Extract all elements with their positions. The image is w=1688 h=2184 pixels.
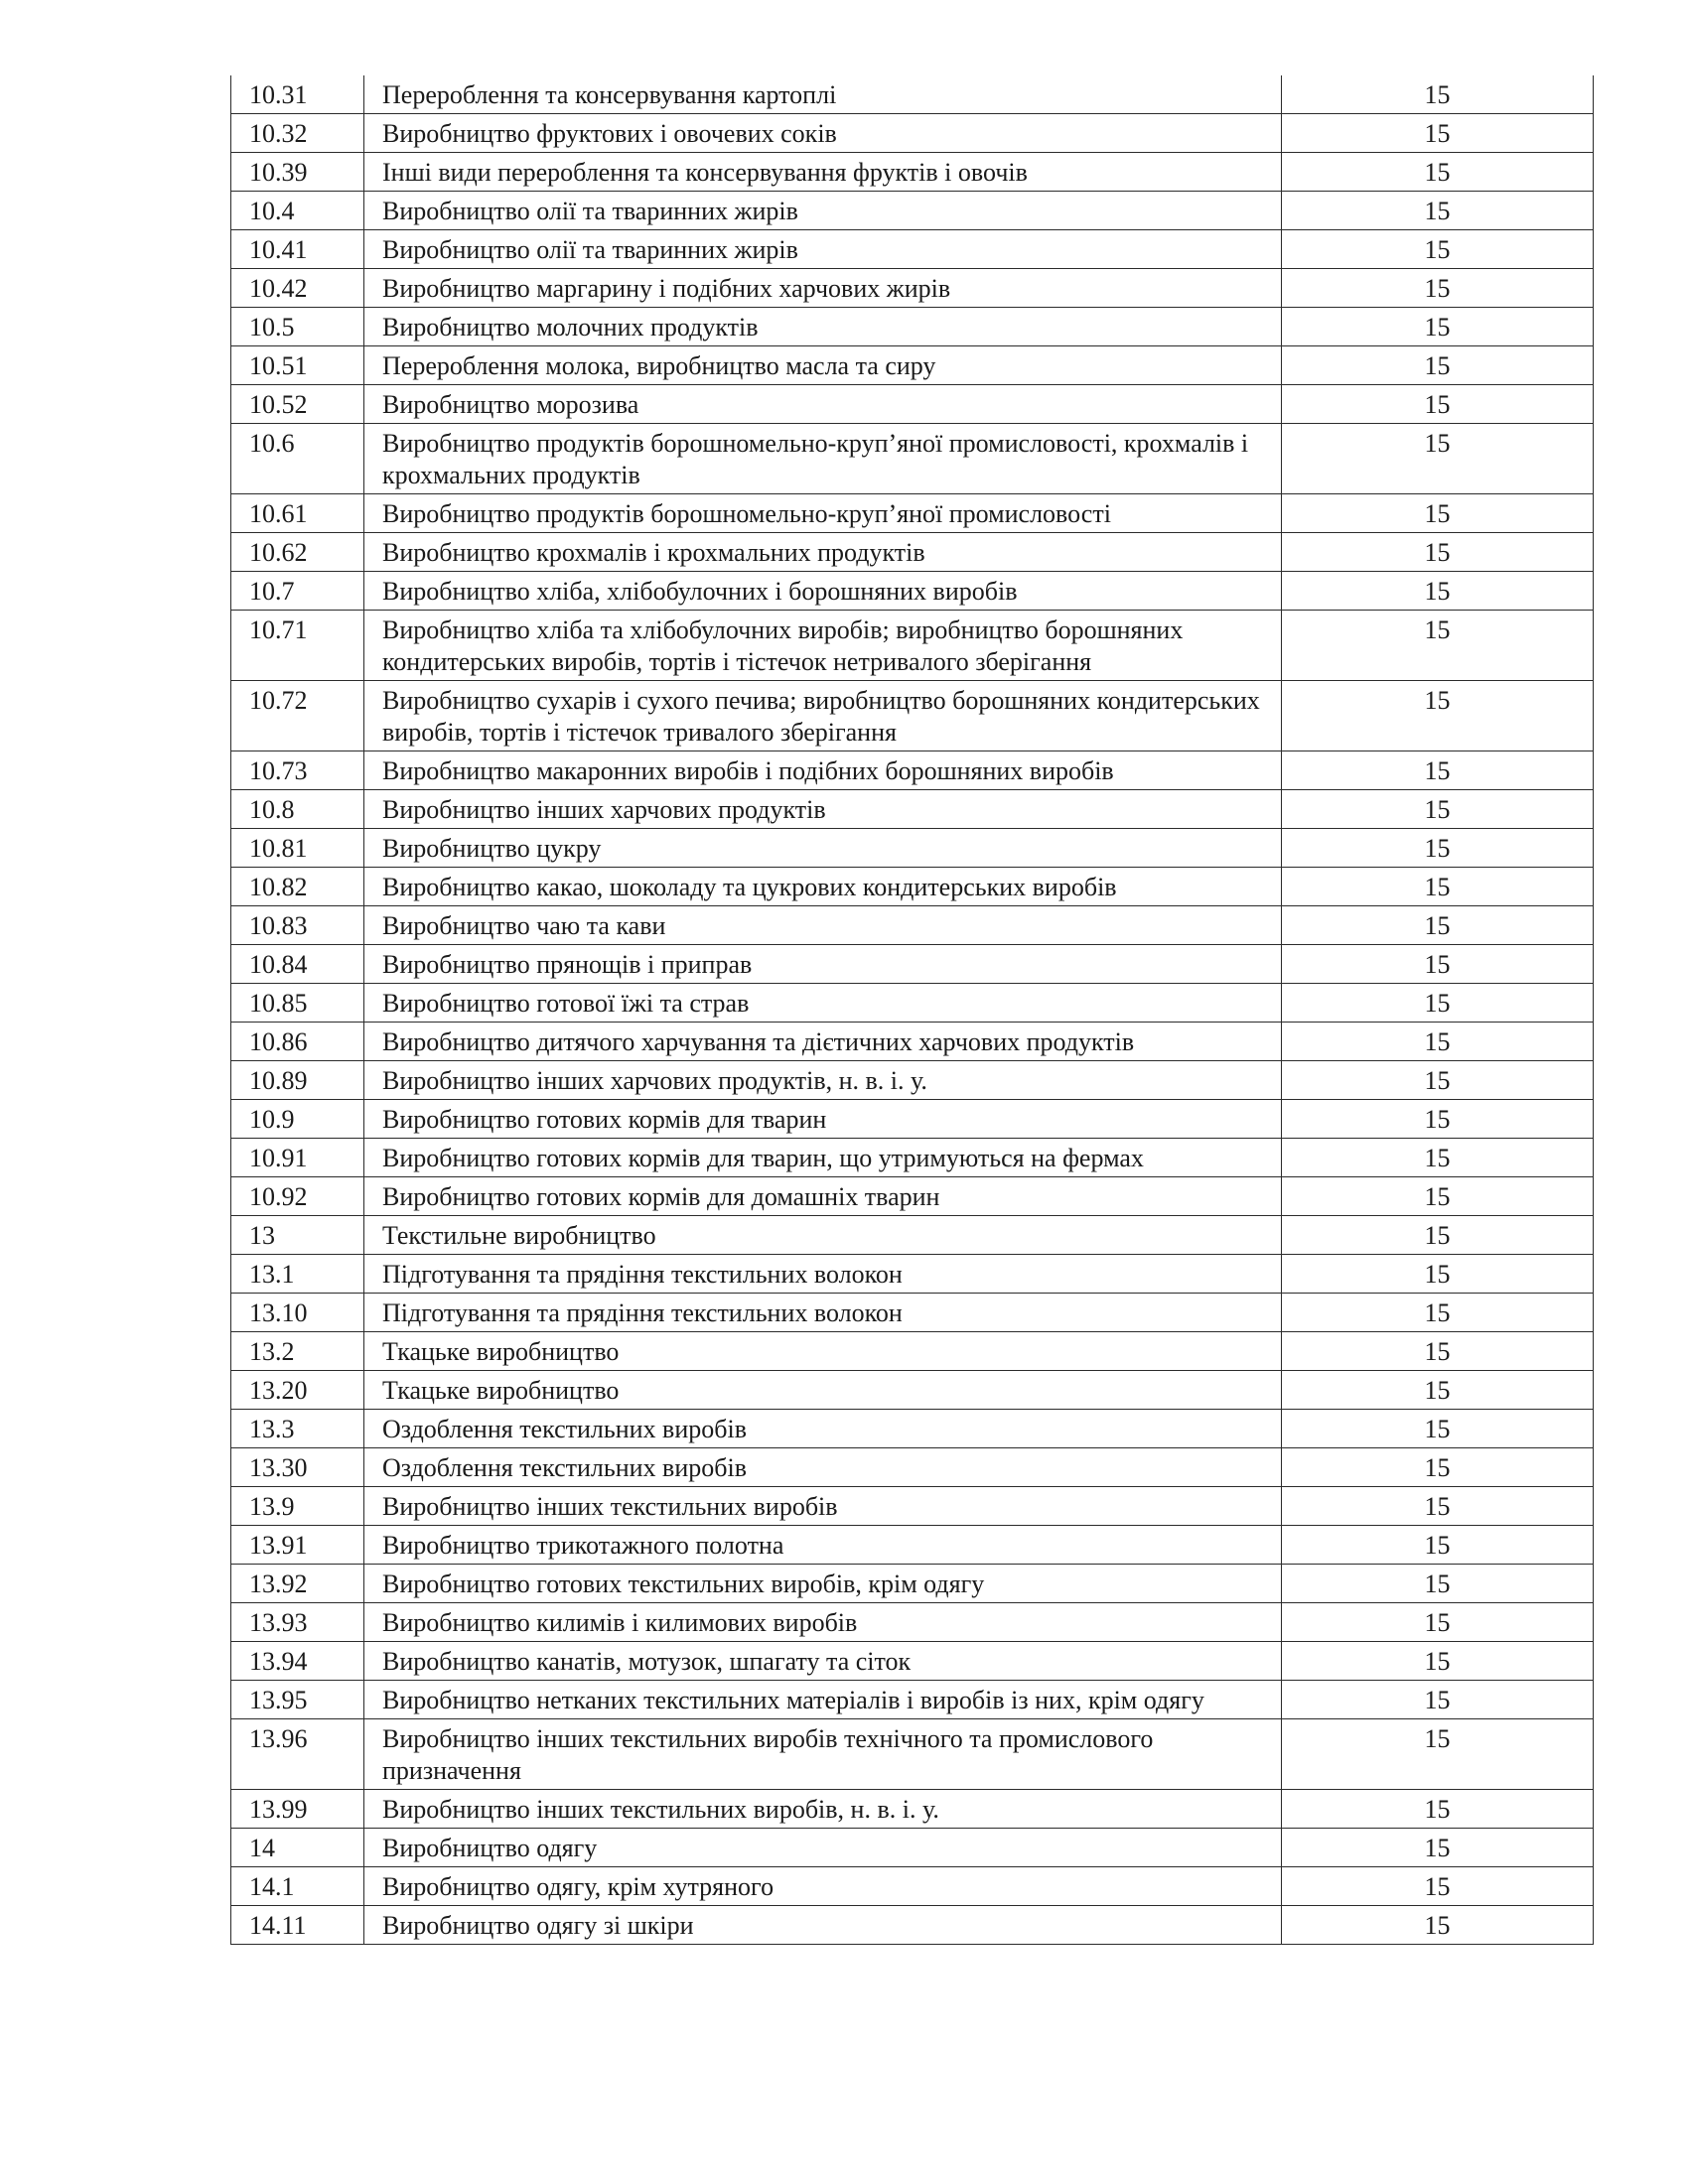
activity-name-cell: Виробництво готових кормів для домашніх тварин (364, 1177, 1282, 1216)
table-body (231, 75, 1594, 1945)
activity-code-cell: 13.3 (231, 1410, 364, 1448)
activity-code-cell: 13.91 (231, 1526, 364, 1565)
activity-code-cell: 13.2 (231, 1332, 364, 1371)
table-row (231, 1100, 1594, 1139)
table-row (231, 1332, 1594, 1371)
table-row (231, 1867, 1594, 1906)
activity-code-cell: 13.99 (231, 1790, 364, 1829)
activity-code-cell: 10.6 (231, 424, 364, 494)
activity-code-cell: 10.52 (231, 385, 364, 424)
rate-cell: 15 (1282, 1565, 1594, 1603)
rate-cell: 15 (1282, 346, 1594, 385)
table-row (231, 984, 1594, 1023)
activity-code-cell: 10.62 (231, 533, 364, 572)
activity-name-cell: Виробництво одягу (364, 1829, 1282, 1867)
table-row (231, 790, 1594, 829)
activity-code-cell: 10.61 (231, 494, 364, 533)
table-row (231, 1410, 1594, 1448)
activity-code-cell: 14 (231, 1829, 364, 1867)
rate-cell: 15 (1282, 1294, 1594, 1332)
activity-name-cell: Виробництво канатів, мотузок, шпагату та сіток (364, 1642, 1282, 1681)
activity-name-cell: Виробництво какао, шоколаду та цукрових кондитерських виробів (364, 868, 1282, 906)
rate-cell: 15 (1282, 1487, 1594, 1526)
rate-cell: 15 (1282, 385, 1594, 424)
table-row (231, 1603, 1594, 1642)
rate-cell: 15 (1282, 114, 1594, 153)
activity-code-cell: 10.91 (231, 1139, 364, 1177)
table-row (231, 75, 1594, 114)
table-row (231, 1255, 1594, 1294)
rate-cell: 15 (1282, 1448, 1594, 1487)
activity-code-cell: 10.83 (231, 906, 364, 945)
activity-code-cell: 13.10 (231, 1294, 364, 1332)
table-row (231, 308, 1594, 346)
table-row (231, 1216, 1594, 1255)
activity-code-cell: 10.89 (231, 1061, 364, 1100)
activity-code-cell: 10.4 (231, 192, 364, 230)
activity-name-cell: Підготування та прядіння текстильних волокон (364, 1294, 1282, 1332)
activity-name-cell: Виробництво одягу зі шкіри (364, 1906, 1282, 1945)
table-row (231, 346, 1594, 385)
activity-name-cell: Виробництво цукру (364, 829, 1282, 868)
activity-name-cell: Виробництво маргарину і подібних харчових жирів (364, 269, 1282, 308)
table-row (231, 1177, 1594, 1216)
activity-name-cell: Інші види перероблення та консервування фруктів і овочів (364, 153, 1282, 192)
table-row (231, 1681, 1594, 1719)
table-row (231, 494, 1594, 533)
activity-name-cell: Перероблення молока, виробництво масла та сиру (364, 346, 1282, 385)
activity-code-cell: 10.72 (231, 681, 364, 751)
activity-name-cell: Виробництво фруктових і овочевих соків (364, 114, 1282, 153)
activity-code-cell: 10.41 (231, 230, 364, 269)
table-row (231, 424, 1594, 494)
rate-cell: 15 (1282, 1139, 1594, 1177)
rate-cell: 15 (1282, 681, 1594, 751)
table-row (231, 1371, 1594, 1410)
activity-name-cell: Виробництво килимів і килимових виробів (364, 1603, 1282, 1642)
activity-name-cell: Текстильне виробництво (364, 1216, 1282, 1255)
activity-code-cell: 13.1 (231, 1255, 364, 1294)
rate-cell: 15 (1282, 1410, 1594, 1448)
rate-cell: 15 (1282, 1023, 1594, 1061)
table-row (231, 1829, 1594, 1867)
activity-name-cell: Виробництво готових кормів для тварин (364, 1100, 1282, 1139)
table-row (231, 1565, 1594, 1603)
rate-cell: 15 (1282, 230, 1594, 269)
activity-code-cell: 10.81 (231, 829, 364, 868)
activity-code-cell: 10.8 (231, 790, 364, 829)
table-row (231, 1023, 1594, 1061)
rate-cell: 15 (1282, 1603, 1594, 1642)
activity-name-cell: Ткацьке виробництво (364, 1371, 1282, 1410)
rate-cell: 15 (1282, 153, 1594, 192)
activity-name-cell: Виробництво морозива (364, 385, 1282, 424)
activity-name-cell: Виробництво інших харчових продуктів (364, 790, 1282, 829)
rate-cell: 15 (1282, 751, 1594, 790)
table-row (231, 945, 1594, 984)
activity-name-cell: Виробництво одягу, крім хутряного (364, 1867, 1282, 1906)
activity-name-cell: Ткацьке виробництво (364, 1332, 1282, 1371)
table-row (231, 611, 1594, 681)
activity-name-cell: Оздоблення текстильних виробів (364, 1448, 1282, 1487)
rate-cell: 15 (1282, 308, 1594, 346)
activity-name-cell: Виробництво нетканих текстильних матеріалів і виробів із них, крім одягу (364, 1681, 1282, 1719)
activity-code-cell: 10.39 (231, 153, 364, 192)
rate-cell: 15 (1282, 829, 1594, 868)
activity-code-cell: 10.32 (231, 114, 364, 153)
activity-name-cell: Виробництво трикотажного полотна (364, 1526, 1282, 1565)
activity-name-cell: Виробництво продуктів борошномельно-круп’яної промисловості, крохмалів і крохмальних продуктів (364, 424, 1282, 494)
rate-cell: 15 (1282, 424, 1594, 494)
rate-cell: 15 (1282, 1177, 1594, 1216)
rate-cell: 15 (1282, 1829, 1594, 1867)
rate-cell: 15 (1282, 611, 1594, 681)
activity-codes-table (230, 75, 1594, 1945)
activity-code-cell: 13.93 (231, 1603, 364, 1642)
activity-name-cell: Виробництво макаронних виробів і подібних борошняних виробів (364, 751, 1282, 790)
rate-cell: 15 (1282, 1061, 1594, 1100)
rate-cell: 15 (1282, 494, 1594, 533)
activity-code-cell: 10.31 (231, 75, 364, 114)
table-row (231, 192, 1594, 230)
table-row (231, 269, 1594, 308)
activity-code-cell: 10.73 (231, 751, 364, 790)
rate-cell: 15 (1282, 1719, 1594, 1790)
rate-cell: 15 (1282, 906, 1594, 945)
rate-cell: 15 (1282, 790, 1594, 829)
activity-name-cell: Підготування та прядіння текстильних волокон (364, 1255, 1282, 1294)
rate-cell: 15 (1282, 269, 1594, 308)
table-row (231, 1061, 1594, 1100)
rate-cell: 15 (1282, 1526, 1594, 1565)
table-row (231, 1719, 1594, 1790)
table-row (231, 1448, 1594, 1487)
activity-code-cell: 13.92 (231, 1565, 364, 1603)
rate-cell: 15 (1282, 533, 1594, 572)
activity-code-cell: 10.7 (231, 572, 364, 611)
activity-name-cell: Виробництво чаю та кави (364, 906, 1282, 945)
activity-code-cell: 14.1 (231, 1867, 364, 1906)
activity-code-cell: 10.84 (231, 945, 364, 984)
table-row (231, 868, 1594, 906)
activity-name-cell: Виробництво інших харчових продуктів, н. в. і. у. (364, 1061, 1282, 1100)
rate-cell: 15 (1282, 1216, 1594, 1255)
activity-code-cell: 13 (231, 1216, 364, 1255)
rate-cell: 15 (1282, 572, 1594, 611)
activity-code-cell: 14.11 (231, 1906, 364, 1945)
activity-name-cell: Виробництво інших текстильних виробів (364, 1487, 1282, 1526)
table-row (231, 1642, 1594, 1681)
activity-code-cell: 10.86 (231, 1023, 364, 1061)
rate-cell: 15 (1282, 1371, 1594, 1410)
activity-code-cell: 13.9 (231, 1487, 364, 1526)
activity-name-cell: Виробництво готових текстильних виробів, крім одягу (364, 1565, 1282, 1603)
activity-code-cell: 10.5 (231, 308, 364, 346)
activity-name-cell: Виробництво молочних продуктів (364, 308, 1282, 346)
activity-code-cell: 10.42 (231, 269, 364, 308)
activity-name-cell: Виробництво крохмалів і крохмальних продуктів (364, 533, 1282, 572)
rate-cell: 15 (1282, 192, 1594, 230)
table-row (231, 1487, 1594, 1526)
activity-name-cell: Виробництво інших текстильних виробів технічного та промислового призначення (364, 1719, 1282, 1790)
activity-code-cell: 10.9 (231, 1100, 364, 1139)
rate-cell: 15 (1282, 868, 1594, 906)
activity-name-cell: Перероблення та консервування картоплі (364, 75, 1282, 114)
table-row (231, 829, 1594, 868)
rate-cell: 15 (1282, 1867, 1594, 1906)
activity-name-cell: Виробництво хліба, хлібобулочних і борошняних виробів (364, 572, 1282, 611)
activity-name-cell: Виробництво готової їжі та страв (364, 984, 1282, 1023)
rate-cell: 15 (1282, 984, 1594, 1023)
rate-cell: 15 (1282, 1906, 1594, 1945)
table-row (231, 681, 1594, 751)
activity-name-cell: Виробництво продуктів борошномельно-круп’яної промисловості (364, 494, 1282, 533)
table-row (231, 1294, 1594, 1332)
activity-code-cell: 13.96 (231, 1719, 364, 1790)
activity-code-cell: 13.30 (231, 1448, 364, 1487)
activity-code-cell: 13.94 (231, 1642, 364, 1681)
table-row (231, 1526, 1594, 1565)
table-row (231, 230, 1594, 269)
table-row (231, 572, 1594, 611)
activity-code-cell: 13.95 (231, 1681, 364, 1719)
rate-cell: 15 (1282, 1100, 1594, 1139)
activity-name-cell: Виробництво готових кормів для тварин, що утримуються на фермах (364, 1139, 1282, 1177)
table-row (231, 751, 1594, 790)
table-row (231, 906, 1594, 945)
table-row (231, 153, 1594, 192)
document-page (230, 75, 1593, 1945)
table-row (231, 385, 1594, 424)
activity-code-cell: 10.51 (231, 346, 364, 385)
table-row (231, 1790, 1594, 1829)
activity-name-cell: Виробництво олії та тваринних жирів (364, 192, 1282, 230)
table-row (231, 533, 1594, 572)
activity-code-cell: 10.85 (231, 984, 364, 1023)
activity-name-cell: Виробництво прянощів і приправ (364, 945, 1282, 984)
rate-cell: 15 (1282, 1642, 1594, 1681)
rate-cell: 15 (1282, 945, 1594, 984)
activity-name-cell: Виробництво сухарів і сухого печива; виробництво борошняних кондитерських виробів, тортів і тістечок тривалого зберігання (364, 681, 1282, 751)
rate-cell: 15 (1282, 75, 1594, 114)
table-row (231, 114, 1594, 153)
activity-name-cell: Виробництво інших текстильних виробів, н. в. і. у. (364, 1790, 1282, 1829)
rate-cell: 15 (1282, 1790, 1594, 1829)
activity-name-cell: Виробництво дитячого харчування та дієтичних харчових продуктів (364, 1023, 1282, 1061)
activity-code-cell: 10.82 (231, 868, 364, 906)
activity-code-cell: 13.20 (231, 1371, 364, 1410)
activity-name-cell: Виробництво хліба та хлібобулочних виробів; виробництво борошняних кондитерських виробів, тортів і тістечок нетривалого зберігання (364, 611, 1282, 681)
rate-cell: 15 (1282, 1681, 1594, 1719)
activity-code-cell: 10.92 (231, 1177, 364, 1216)
activity-code-cell: 10.71 (231, 611, 364, 681)
rate-cell: 15 (1282, 1332, 1594, 1371)
activity-name-cell: Оздоблення текстильних виробів (364, 1410, 1282, 1448)
rate-cell: 15 (1282, 1255, 1594, 1294)
table-row (231, 1139, 1594, 1177)
table-row (231, 1906, 1594, 1945)
activity-name-cell: Виробництво олії та тваринних жирів (364, 230, 1282, 269)
